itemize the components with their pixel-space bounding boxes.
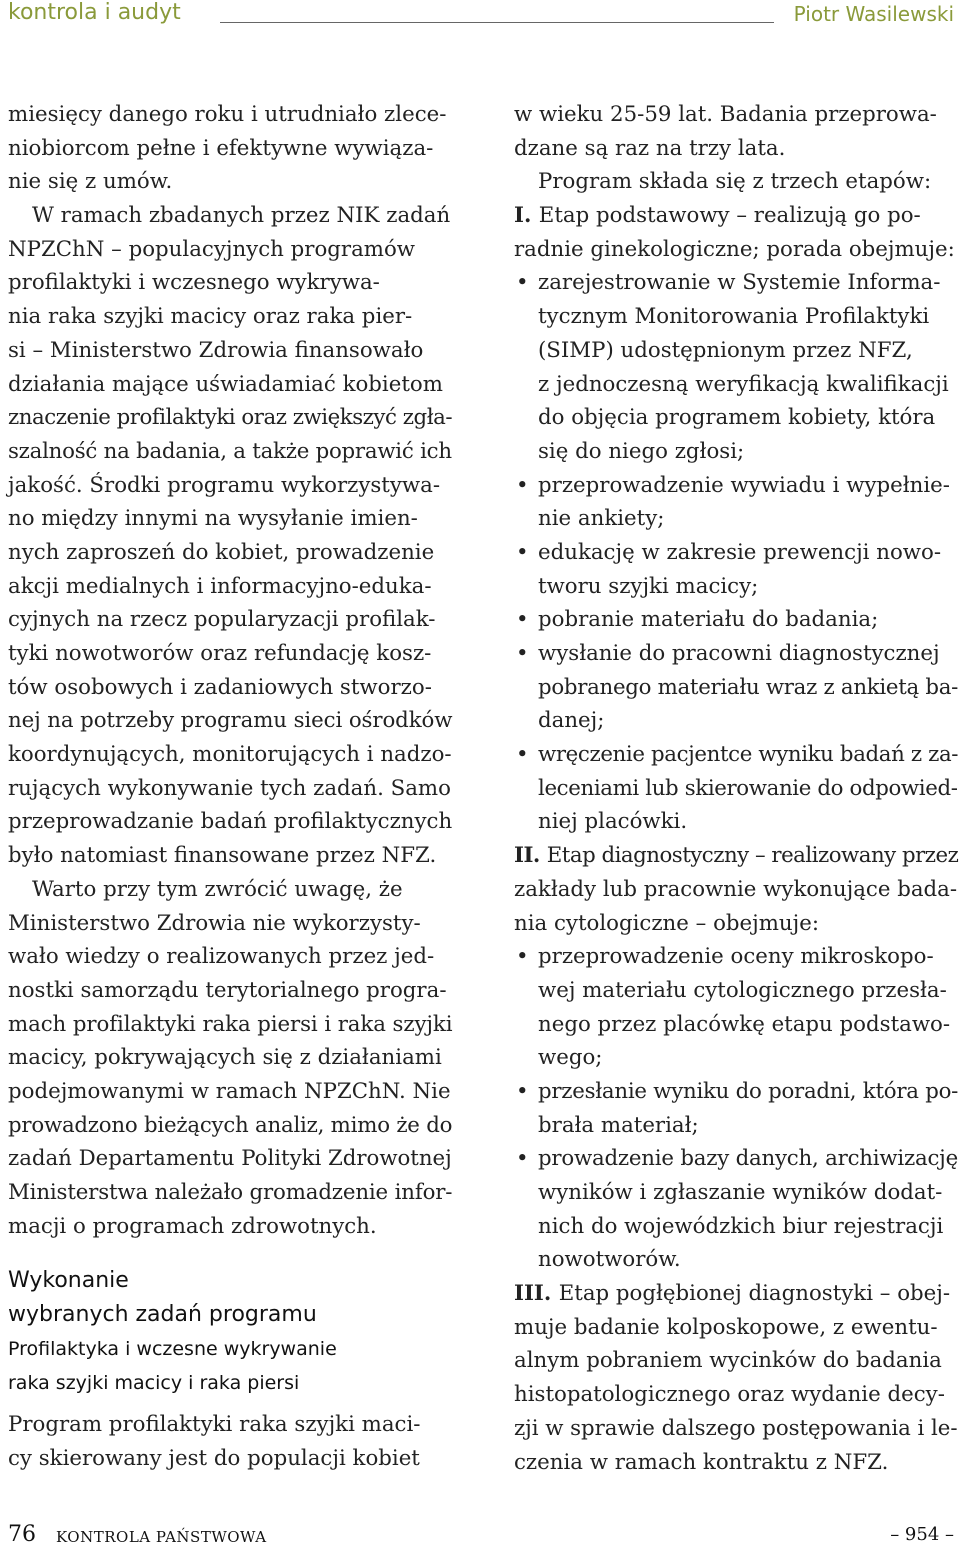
magazine-name: KONTROLA PAŃSTWOWA [56, 1528, 267, 1546]
line-text: było natomiast finansowane przez NFZ. [8, 843, 437, 869]
line-text: nie się z umów. [8, 169, 173, 195]
line-text: niej placówki. [538, 809, 688, 835]
list-item [514, 469, 958, 503]
line-text: szalność na badania, a także poprawić ich [8, 438, 452, 464]
line-text: Etap pogłębionej diagnostyki – obej- [558, 1281, 951, 1307]
text-line [8, 199, 452, 233]
line-text: nowotworów. [538, 1247, 681, 1273]
text-line [514, 1412, 958, 1446]
right-column [514, 98, 958, 1479]
list-item [514, 637, 958, 671]
issue-number: – 954 – [890, 1524, 954, 1545]
section-heading [8, 1264, 452, 1400]
left-column [8, 98, 452, 1243]
text-line [514, 1277, 958, 1311]
line-text: Program profilaktyki raka szyjki maci- [8, 1412, 421, 1437]
text-line [514, 671, 958, 705]
text-line [514, 1041, 958, 1075]
line-text: do objęcia programem kobiety, która [538, 405, 936, 431]
text-line [8, 873, 452, 907]
line-text: cyjnych na rzecz popularyzacji profilak- [8, 607, 436, 633]
line-text: akcji medialnych i informacyjno-eduka- [8, 573, 432, 599]
text-line [514, 1008, 958, 1042]
line-text: nego przez placówkę etapu podstawo- [538, 1011, 951, 1037]
line-text: przeprowadzenie wywiadu i wypełnie- [538, 472, 950, 498]
text-line [514, 502, 958, 536]
line-text: prowadzenie bazy danych, archiwizację [538, 1146, 958, 1172]
line-text: macicy, pokrywających się z działaniami [8, 1045, 442, 1071]
list-item [514, 1142, 958, 1176]
text-line [514, 873, 958, 907]
text-line [8, 469, 452, 503]
text-line [514, 974, 958, 1008]
text-line [514, 907, 958, 941]
text-line [514, 1109, 958, 1143]
list-item [514, 738, 958, 772]
text-line [8, 1442, 452, 1476]
line-text: histopatologicznego oraz wydanie decy- [514, 1382, 945, 1408]
line-text: się do niego zgłosi; [538, 438, 745, 464]
line-text: nostki samorządu terytorialnego progra- [8, 977, 447, 1003]
line-text: NPZChN – populacyjnych programów [8, 236, 416, 262]
text-line [8, 839, 452, 873]
text-line [8, 1210, 452, 1244]
text-line [8, 603, 452, 637]
line-text: czenia w ramach kontraktu z NFZ. [514, 1449, 889, 1475]
text-line [514, 132, 958, 166]
line-text: cy skierowany jest do populacji kobiet [8, 1445, 420, 1471]
line-text: znaczenie profilaktyki oraz zwiększyć zgła- [8, 405, 453, 431]
text-line [8, 132, 452, 166]
text-line [514, 805, 958, 839]
line-text: zakłady lub pracownie wykonujące bada- [514, 876, 958, 902]
text-line [8, 502, 452, 536]
list-item [514, 266, 958, 300]
text-line [8, 1109, 452, 1143]
line-text: Etap podstawowy – realizują go po- [538, 203, 921, 229]
line-text: macji o programach zdrowotnych. [8, 1213, 377, 1239]
line-text: leceniami lub skierowanie do odpowied- [538, 775, 958, 801]
list-item [514, 940, 958, 974]
line-text: wyników i zgłaszanie wyników dodat- [538, 1180, 943, 1205]
line-text: przeprowadzenie oceny mikroskopo- [538, 944, 934, 970]
line-text: dzane są raz na trzy lata. [514, 135, 786, 161]
text-line [514, 772, 958, 806]
line-text: pobranego materiału wraz z ankietą ba- [538, 674, 959, 700]
text-line [8, 1008, 452, 1042]
line-text: rujących wykonywanie tych zadań. Samo [8, 775, 451, 801]
line-text: zarejestrowanie w Systemie Informa- [538, 270, 941, 296]
line-text: nia raka szyjki macicy oraz raka pier- [8, 304, 413, 330]
text-line [514, 570, 958, 604]
line-text: Etap diagnostyczny – realizowany przez [546, 843, 959, 869]
text-line [8, 233, 452, 267]
text-line [514, 704, 958, 738]
line-text: profilaktyki i wczesnego wykrywa- [8, 270, 380, 296]
text-line [514, 98, 958, 132]
text-line [514, 1210, 958, 1244]
text-line [8, 637, 452, 671]
line-text: wręczenie pacjentce wyniku badań z za- [538, 742, 959, 768]
line-text: Warto przy tym zwrócić uwagę, że [32, 876, 403, 902]
line-text: tworu szyjki macicy; [538, 573, 759, 599]
text-line [8, 300, 452, 334]
line-text: nie ankiety; [538, 506, 665, 532]
line-text: alnym pobraniem wycinków do badania [514, 1348, 942, 1374]
page-header [8, 0, 954, 34]
text-line [514, 1311, 958, 1345]
text-line [8, 570, 452, 604]
line-text: niobiorcom pełne i efektywne wywiąza- [8, 135, 434, 161]
line-text: (SIMP) udostępnionym przez NFZ, [538, 337, 913, 363]
line-text: zadań Departamentu Polityki Zdrowotnej [8, 1146, 452, 1172]
text-line [8, 671, 452, 705]
line-text: tyki nowotworów oraz refundację kosz- [8, 641, 432, 666]
line-text: brała materiał; [538, 1112, 699, 1138]
subheading-line-1: Profilaktyka i wczesne wykrywanie [8, 1338, 337, 1360]
line-text: no między innymi na wysyłanie imien- [8, 506, 418, 532]
line-text: tów osobowych i zadaniowych stworzo- [8, 674, 432, 700]
text-line [514, 300, 958, 334]
text-line [8, 368, 452, 402]
line-text: pobranie materiału do badania; [538, 607, 879, 633]
text-line [514, 368, 958, 402]
page-footer [8, 1522, 954, 1548]
author-name: Piotr Wasilewski [793, 2, 954, 26]
text-line [8, 98, 452, 132]
text-line [8, 805, 452, 839]
list-item [514, 536, 958, 570]
line-text: wało wiedzy o realizowanych przez jed- [8, 944, 435, 970]
text-line [8, 266, 452, 300]
line-text: Program składa się z trzech etapów: [538, 169, 932, 195]
text-line [8, 536, 452, 570]
text-line [514, 233, 958, 267]
text-line [514, 334, 958, 368]
text-line [8, 704, 452, 738]
text-line [514, 401, 958, 435]
line-text: w wieku 25-59 lat. Badania przeprowa- [514, 102, 937, 127]
line-text: tycznym Monitorowania Profilaktyki [538, 304, 930, 330]
text-line [514, 1176, 958, 1210]
line-text: mach profilaktyki raka piersi i raka szyjki [8, 1011, 453, 1037]
subheading-line-2: raka szyjki macicy i raka piersi [8, 1372, 300, 1394]
line-text: nich do wojewódzkich biur rejestracji [538, 1213, 944, 1239]
text-line [8, 1041, 452, 1075]
line-text: miesięcy danego roku i utrudniało zlece- [8, 102, 447, 127]
line-text: muje badanie kolposkopowe, z ewentu- [514, 1314, 938, 1340]
stage-numeral: II. [514, 843, 547, 869]
text-line [8, 1176, 452, 1210]
text-line [8, 334, 452, 368]
text-line [8, 940, 452, 974]
text-line [8, 1075, 452, 1109]
text-line [8, 401, 452, 435]
text-line [514, 165, 958, 199]
heading-line-2: wybranych zadań programu [8, 1302, 317, 1327]
line-text: nej na potrzeby programu sieci ośrodków [8, 708, 453, 734]
line-text: W ramach zbadanych przez NIK zadań [32, 203, 451, 229]
line-text: jakość. Środki programu wykorzystywa- [8, 472, 441, 498]
text-line [8, 974, 452, 1008]
line-text: prowadzono bieżących analiz, mimo że do [8, 1112, 453, 1138]
text-line [514, 1378, 958, 1412]
line-text: Ministerstwa należało gromadzenie infor- [8, 1180, 453, 1205]
text-line [8, 435, 452, 469]
page-number: 76 [8, 1522, 36, 1547]
text-line [8, 738, 452, 772]
line-text: z jednoczesną weryfikacją kwalifikacji [538, 371, 949, 397]
header-rule [220, 22, 774, 23]
stage-numeral: I. [514, 203, 539, 229]
line-text: zji w sprawie dalszego postępowania i le- [514, 1415, 958, 1441]
stage-numeral: III. [514, 1281, 559, 1307]
line-text: si – Ministerstwo Zdrowia finansowało [8, 337, 424, 363]
line-text: nych zaproszeń do kobiet, prowadzenie [8, 539, 435, 565]
text-line [8, 772, 452, 806]
list-item [514, 603, 958, 637]
line-text: wej materiału cytologicznego przesła- [538, 977, 947, 1003]
line-text: edukację w zakresie prewencji nowo- [538, 539, 942, 565]
line-text: Ministerstwo Zdrowia nie wykorzysty- [8, 910, 421, 936]
list-item [514, 1075, 958, 1109]
line-text: wysłanie do pracowni diagnostycznej [538, 641, 940, 666]
line-text: przeprowadzanie badań profilaktycznych [8, 809, 453, 835]
text-line [514, 435, 958, 469]
line-text: przesłanie wyniku do poradni, która po- [538, 1078, 959, 1104]
line-text: działania mające uświadamiać kobietom [8, 371, 443, 397]
text-line [514, 199, 958, 233]
text-line [8, 1142, 452, 1176]
text-line [514, 1344, 958, 1378]
heading-line-1: Wykonanie [8, 1268, 129, 1293]
left-column-continuation [8, 1408, 452, 1475]
text-line [8, 1408, 452, 1442]
text-line [514, 1243, 958, 1277]
line-text: danej; [538, 708, 605, 734]
text-line [8, 165, 452, 199]
line-text: wego; [538, 1045, 603, 1071]
text-line [514, 839, 958, 873]
section-title: kontrola i audyt [8, 0, 181, 25]
text-line [8, 907, 452, 941]
line-text: nia cytologiczne – obejmuje: [514, 910, 820, 936]
line-text: radnie ginekologiczne; porada obejmuje: [514, 236, 955, 262]
line-text: podejmowanymi w ramach NPZChN. Nie [8, 1078, 451, 1104]
line-text: koordynujących, monitorujących i nadzo- [8, 742, 452, 768]
text-line [514, 1446, 958, 1480]
